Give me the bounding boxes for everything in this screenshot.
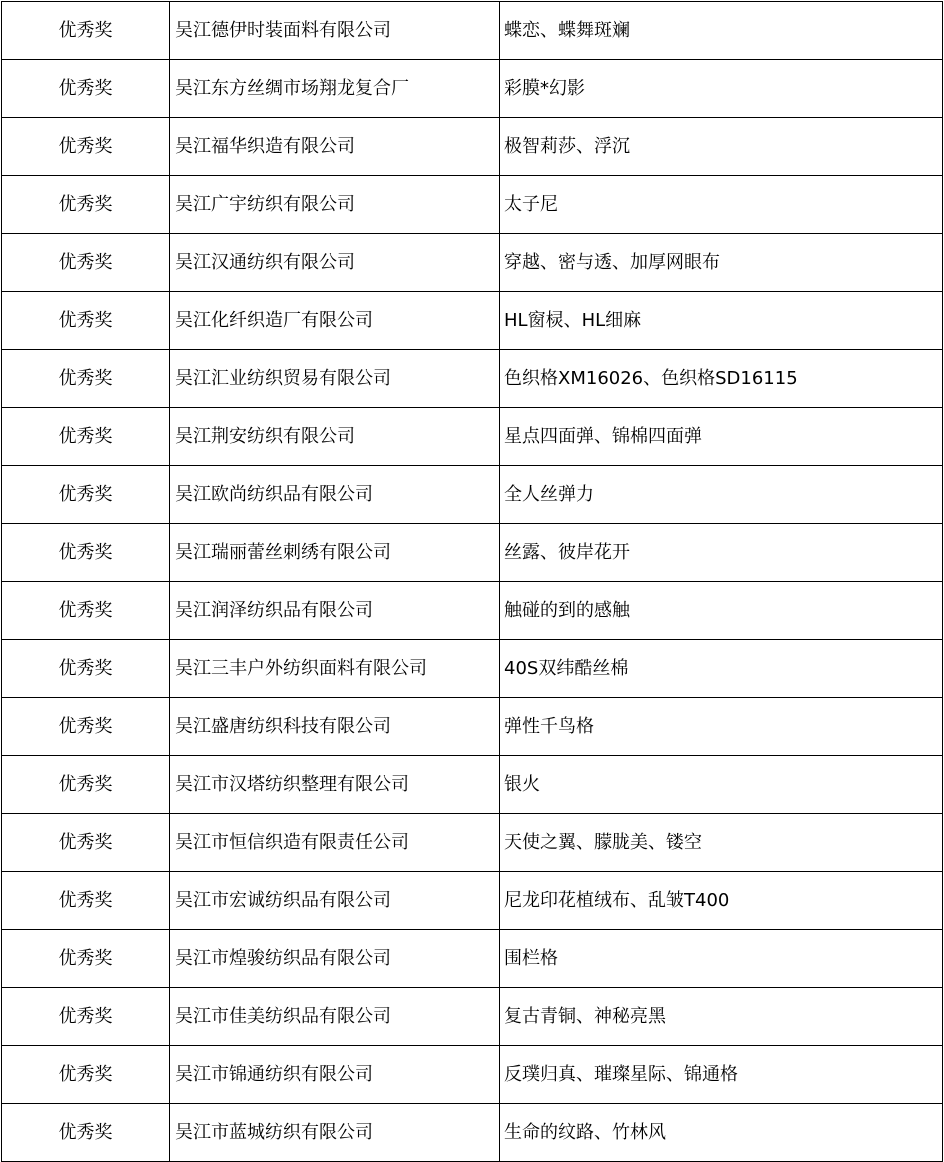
award-cell: 优秀奖 xyxy=(2,466,170,524)
award-cell: 优秀奖 xyxy=(2,408,170,466)
product-cell: 色织格XM16026、色织格SD16115 xyxy=(500,350,943,408)
product-cell: 丝露、彼岸花开 xyxy=(500,524,943,582)
awards-table-body xyxy=(2,2,943,1162)
product-cell: 蝶恋、蝶舞斑斓 xyxy=(500,2,943,60)
company-cell: 吴江汉通纺织有限公司 xyxy=(170,234,500,292)
table-row xyxy=(2,1104,943,1162)
product-cell: 极智莉莎、浮沉 xyxy=(500,118,943,176)
award-cell: 优秀奖 xyxy=(2,872,170,930)
company-cell: 吴江市汉塔纺织整理有限公司 xyxy=(170,756,500,814)
table-row xyxy=(2,930,943,988)
company-cell: 吴江市蓝城纺织有限公司 xyxy=(170,1104,500,1162)
company-cell: 吴江润泽纺织品有限公司 xyxy=(170,582,500,640)
award-cell: 优秀奖 xyxy=(2,988,170,1046)
company-cell: 吴江汇业纺织贸易有限公司 xyxy=(170,350,500,408)
company-cell: 吴江福华织造有限公司 xyxy=(170,118,500,176)
company-cell: 吴江市佳美纺织品有限公司 xyxy=(170,988,500,1046)
company-cell: 吴江欧尚纺织品有限公司 xyxy=(170,466,500,524)
award-cell: 优秀奖 xyxy=(2,756,170,814)
product-cell: 天使之翼、朦胧美、镂空 xyxy=(500,814,943,872)
product-cell: 星点四面弹、锦棉四面弹 xyxy=(500,408,943,466)
award-cell: 优秀奖 xyxy=(2,2,170,60)
award-cell: 优秀奖 xyxy=(2,582,170,640)
table-row xyxy=(2,408,943,466)
product-cell: 生命的纹路、竹林风 xyxy=(500,1104,943,1162)
table-row xyxy=(2,118,943,176)
company-cell: 吴江广宇纺织有限公司 xyxy=(170,176,500,234)
table-row xyxy=(2,640,943,698)
award-cell: 优秀奖 xyxy=(2,176,170,234)
product-cell: 弹性千鸟格 xyxy=(500,698,943,756)
company-cell: 吴江德伊时装面料有限公司 xyxy=(170,2,500,60)
company-cell: 吴江市锦通纺织有限公司 xyxy=(170,1046,500,1104)
award-cell: 优秀奖 xyxy=(2,350,170,408)
table-row xyxy=(2,1046,943,1104)
table-row xyxy=(2,176,943,234)
company-cell: 吴江化纤织造厂有限公司 xyxy=(170,292,500,350)
award-cell: 优秀奖 xyxy=(2,930,170,988)
company-cell: 吴江市煌骏纺织品有限公司 xyxy=(170,930,500,988)
table-row xyxy=(2,350,943,408)
table-row xyxy=(2,466,943,524)
award-cell: 优秀奖 xyxy=(2,698,170,756)
award-cell: 优秀奖 xyxy=(2,1046,170,1104)
product-cell: 反璞归真、璀璨星际、锦通格 xyxy=(500,1046,943,1104)
awards-table xyxy=(1,1,943,1162)
award-cell: 优秀奖 xyxy=(2,1104,170,1162)
product-cell: HL窗棂、HL细麻 xyxy=(500,292,943,350)
table-row xyxy=(2,814,943,872)
company-cell: 吴江瑞丽蕾丝刺绣有限公司 xyxy=(170,524,500,582)
company-cell: 吴江三丰户外纺织面料有限公司 xyxy=(170,640,500,698)
award-cell: 优秀奖 xyxy=(2,814,170,872)
company-cell: 吴江荆安纺织有限公司 xyxy=(170,408,500,466)
product-cell: 触碰的到的感触 xyxy=(500,582,943,640)
award-cell: 优秀奖 xyxy=(2,524,170,582)
award-cell: 优秀奖 xyxy=(2,60,170,118)
table-row xyxy=(2,234,943,292)
product-cell: 银火 xyxy=(500,756,943,814)
table-row xyxy=(2,756,943,814)
table-row xyxy=(2,872,943,930)
product-cell: 全人丝弹力 xyxy=(500,466,943,524)
product-cell: 太子尼 xyxy=(500,176,943,234)
table-row xyxy=(2,60,943,118)
company-cell: 吴江盛唐纺织科技有限公司 xyxy=(170,698,500,756)
table-row xyxy=(2,582,943,640)
award-cell: 优秀奖 xyxy=(2,234,170,292)
award-cell: 优秀奖 xyxy=(2,640,170,698)
product-cell: 尼龙印花植绒布、乱皱T400 xyxy=(500,872,943,930)
company-cell: 吴江市恒信织造有限责任公司 xyxy=(170,814,500,872)
product-cell: 穿越、密与透、加厚网眼布 xyxy=(500,234,943,292)
table-row xyxy=(2,698,943,756)
table-row xyxy=(2,988,943,1046)
award-cell: 优秀奖 xyxy=(2,118,170,176)
company-cell: 吴江东方丝绸市场翔龙复合厂 xyxy=(170,60,500,118)
award-cell: 优秀奖 xyxy=(2,292,170,350)
table-row xyxy=(2,2,943,60)
company-cell: 吴江市宏诚纺织品有限公司 xyxy=(170,872,500,930)
product-cell: 40S双纬酷丝棉 xyxy=(500,640,943,698)
product-cell: 复古青铜、神秘亮黑 xyxy=(500,988,943,1046)
product-cell: 围栏格 xyxy=(500,930,943,988)
product-cell: 彩膜*幻影 xyxy=(500,60,943,118)
table-row xyxy=(2,292,943,350)
table-row xyxy=(2,524,943,582)
